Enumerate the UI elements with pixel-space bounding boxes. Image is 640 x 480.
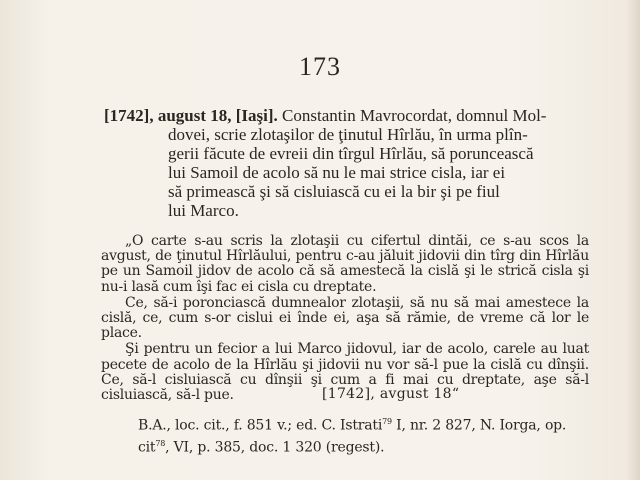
regest-line: lui Samoil de acolo să nu le mai strice cisla, iar ei (168, 163, 506, 182)
regest-line: lui Marco. (168, 201, 239, 220)
source-part: B.A., loc. cit., f. 851 v.; ed. C. Istrati (138, 417, 383, 434)
closing-date: [1742], avgust 18“ (322, 386, 460, 402)
page-number: 173 (299, 52, 341, 81)
page-edge-shadow (626, 0, 640, 480)
footnote-ref: 79 (382, 417, 392, 426)
regest-first-line-text: Constantin Mavrocordat, domnul Mol- (282, 106, 547, 125)
regest-line: gerii făcute de evreii din tîrgul Hîrlău, să poruncească (168, 144, 534, 163)
document-paragraph: Ce, să-i poronciască dumnealor zlotaşii, să nu să mai amestece la cislă, ce, cum s-or cislui ei înde ei, aşa să rămie, de vreme că lor le place. (101, 294, 589, 342)
footnote-ref: 78 (155, 438, 166, 448)
document-paragraph: Şi pentru un fecior a lui Marco jidovul, iar de acolo, carele au luat pecete de acolo de la Hîrlău şi jidovii nu vor să-l pue la cislă cu dînşii. Ce, să-l cisluiască cu dînşii şi cum a fi mai cu dreptate, aşe să-l cisluiască, să-l pue. (101, 341, 589, 404)
regest-body (104, 106, 604, 220)
source-reference (138, 413, 594, 456)
regest-summary (104, 106, 604, 220)
regest-line: dovei, scrie zlotaşilor de ţinutul Hîrlău, în urma plîn- (168, 125, 528, 144)
document-paragraph: „O carte s-au scris la zlotaşii cu cifertul dintăi, ce s-au scos la avgust, de ţinutul Hîrlăului, pentru c-au jăluit jidovii din tîrg din Hîrlău pe un Samoil jidov de acolo că să amestecă la cislă şi le strică cisla şi nu-i lasă cum îşi fac ei cisla cu dreptate. (101, 233, 589, 295)
regest-date-head: [1742], august 18, [Iaşi]. (104, 106, 278, 125)
regest-line: să primească şi să cisluiască cu ei la bir şi pe fiul (168, 182, 500, 201)
regest-first-line (104, 106, 604, 125)
source-part: I, nr. 2 827, N. Iorga, op. cit (138, 417, 567, 456)
document-text (101, 234, 589, 404)
source-part: , VI, p. 385, doc. 1 320 (regest). (165, 439, 385, 456)
